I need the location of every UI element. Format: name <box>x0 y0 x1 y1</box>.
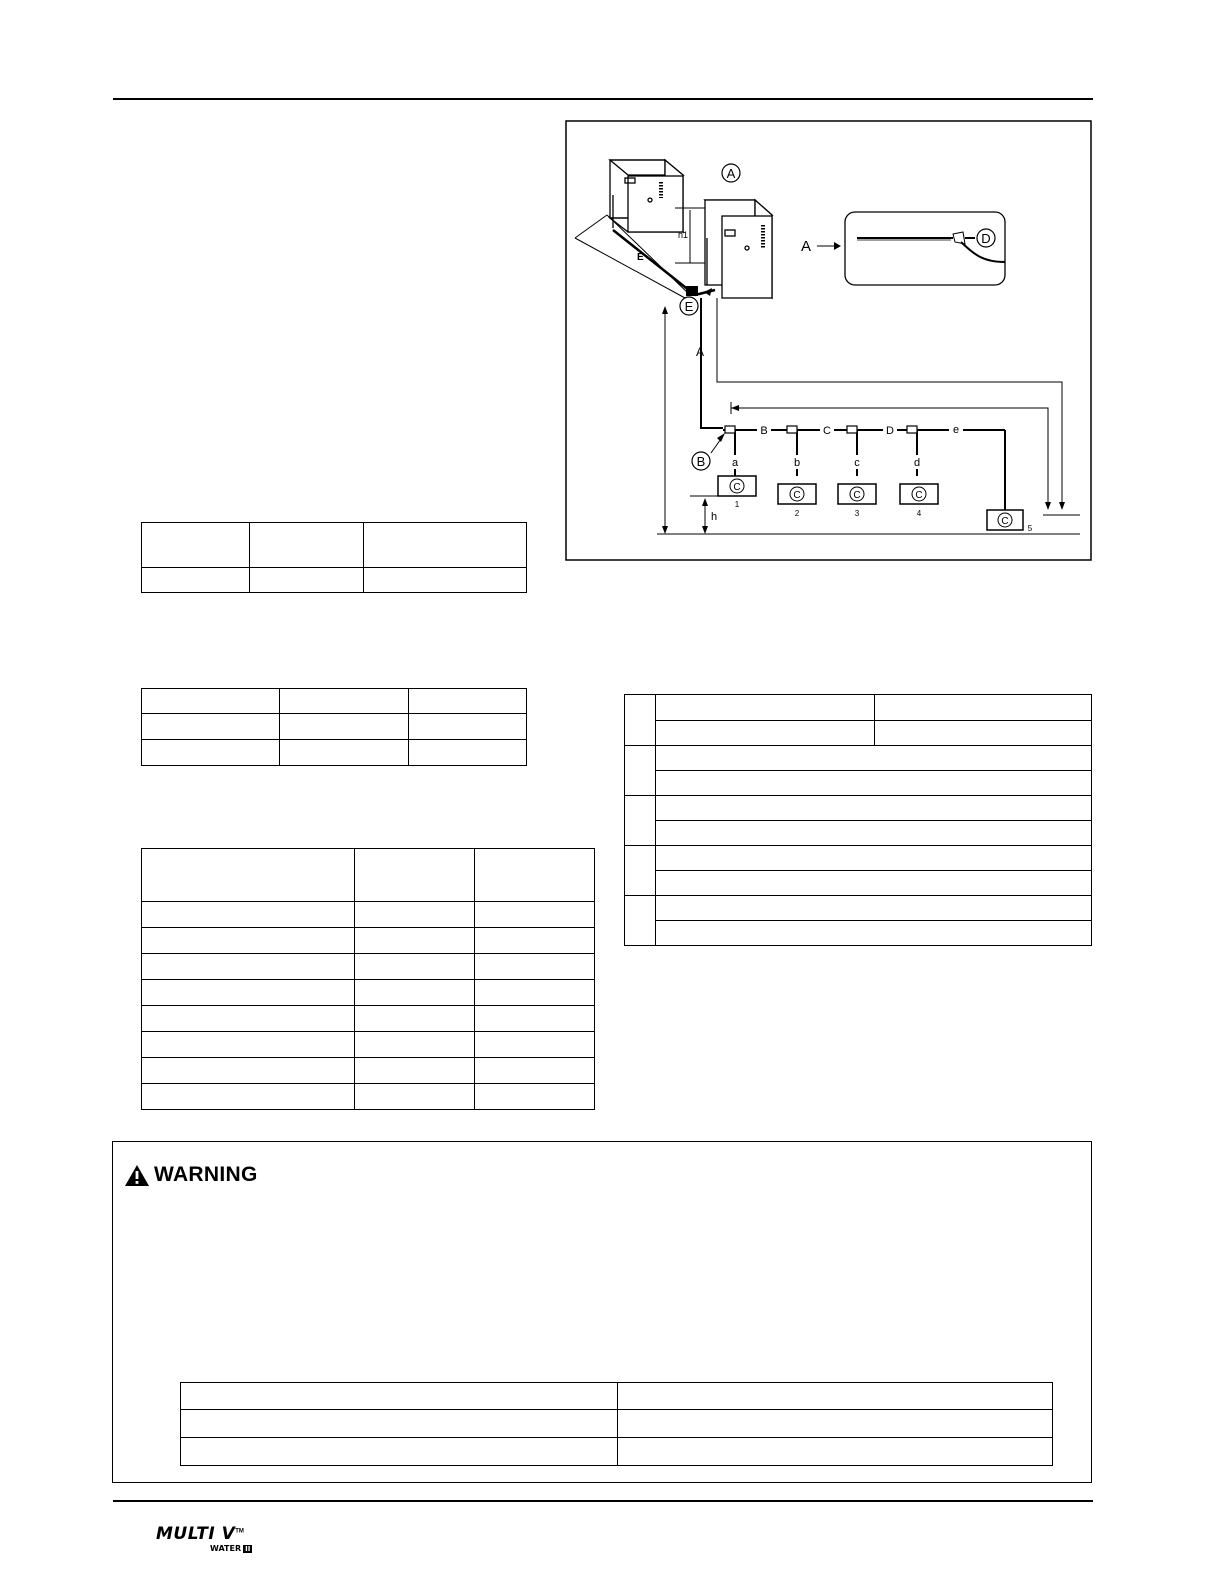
svg-text:A: A <box>726 166 736 181</box>
table-row <box>142 902 595 928</box>
pipe-c-small-label: c <box>854 457 860 469</box>
warning-triangle-icon <box>124 1164 150 1187</box>
table-row <box>181 1410 1053 1438</box>
svg-text:E: E <box>684 299 694 314</box>
detail-arrow <box>801 238 841 255</box>
unit-number-3: 3 <box>854 509 860 518</box>
table-row <box>142 1058 595 1084</box>
table-row <box>142 849 595 902</box>
table-row <box>625 721 1092 746</box>
outdoor-unit-right <box>705 200 772 298</box>
table-row <box>142 740 527 766</box>
table-row <box>142 523 527 568</box>
table-row <box>181 1383 1053 1410</box>
branch-marker <box>692 433 725 470</box>
unit-number-1: 1 <box>734 500 740 509</box>
logo-tm: TM <box>235 1528 244 1535</box>
indoor-unit-marker-2: C <box>793 490 801 501</box>
table-row <box>142 954 595 980</box>
table-row <box>142 1006 595 1032</box>
footer-rule <box>113 1500 1093 1502</box>
table-row <box>625 921 1092 946</box>
table-row <box>625 871 1092 896</box>
outdoor-unit-left <box>610 160 683 232</box>
logo-sub-text: WATER <box>210 1544 242 1553</box>
table-row <box>142 1032 595 1058</box>
outdoor-unit-marker <box>722 164 740 182</box>
pipe-b-small-label: b <box>793 457 801 469</box>
legend-table <box>624 694 1092 946</box>
pipe-d-label: D <box>886 425 894 437</box>
header-rule <box>113 98 1093 100</box>
logo-main-text: MULTI V <box>156 1524 236 1544</box>
table-row <box>625 846 1092 871</box>
svg-text:D: D <box>981 231 991 246</box>
indoor-units <box>718 476 1023 530</box>
pipe-e-upper-label: E <box>637 252 644 263</box>
brand-logo <box>156 1524 251 1553</box>
table-row <box>625 821 1092 846</box>
height-h-label: h <box>711 511 718 523</box>
table-row <box>142 980 595 1006</box>
warning-title-text: WARNING <box>154 1163 258 1186</box>
pipe-a-label: A <box>696 345 705 359</box>
table-3 <box>141 848 595 1110</box>
table-row <box>142 928 595 954</box>
pipe-a-small-label: a <box>731 457 739 469</box>
pipe-d-small-label: d <box>913 457 921 469</box>
table-row <box>181 1438 1053 1466</box>
table-row <box>625 771 1092 796</box>
indoor-unit-marker-1: C <box>733 482 741 493</box>
table-row <box>142 568 527 593</box>
header-box <box>686 286 698 296</box>
table-row <box>625 796 1092 821</box>
table-row <box>625 746 1092 771</box>
warning-table <box>180 1382 1053 1466</box>
unit-number-4: 4 <box>916 509 922 518</box>
table-row <box>142 1084 595 1110</box>
piping-diagram <box>565 120 1093 562</box>
indoor-unit-marker-3: C <box>853 490 861 501</box>
pipe-b-label: B <box>760 425 768 437</box>
warning-title <box>124 1163 258 1187</box>
indoor-unit-marker-4: C <box>915 490 923 501</box>
logo-badge: II <box>245 1545 251 1553</box>
table-row <box>142 714 527 740</box>
pipe-e-label: e <box>952 424 960 436</box>
svg-text:B: B <box>696 454 706 469</box>
table-row <box>625 896 1092 921</box>
table-1 <box>141 522 527 593</box>
pipe-c-label: C <box>823 425 831 437</box>
svg-text:A: A <box>801 238 812 255</box>
table-2 <box>141 688 527 766</box>
table-row <box>625 695 1092 721</box>
unit-number-2: 2 <box>794 509 800 518</box>
unit-number-5: 5 <box>1027 524 1033 533</box>
header-marker <box>680 297 698 315</box>
table-row <box>142 689 527 714</box>
height-h1-label: h1 <box>678 230 689 240</box>
detail-box <box>845 212 1005 285</box>
indoor-unit-marker-5: C <box>1001 516 1009 527</box>
